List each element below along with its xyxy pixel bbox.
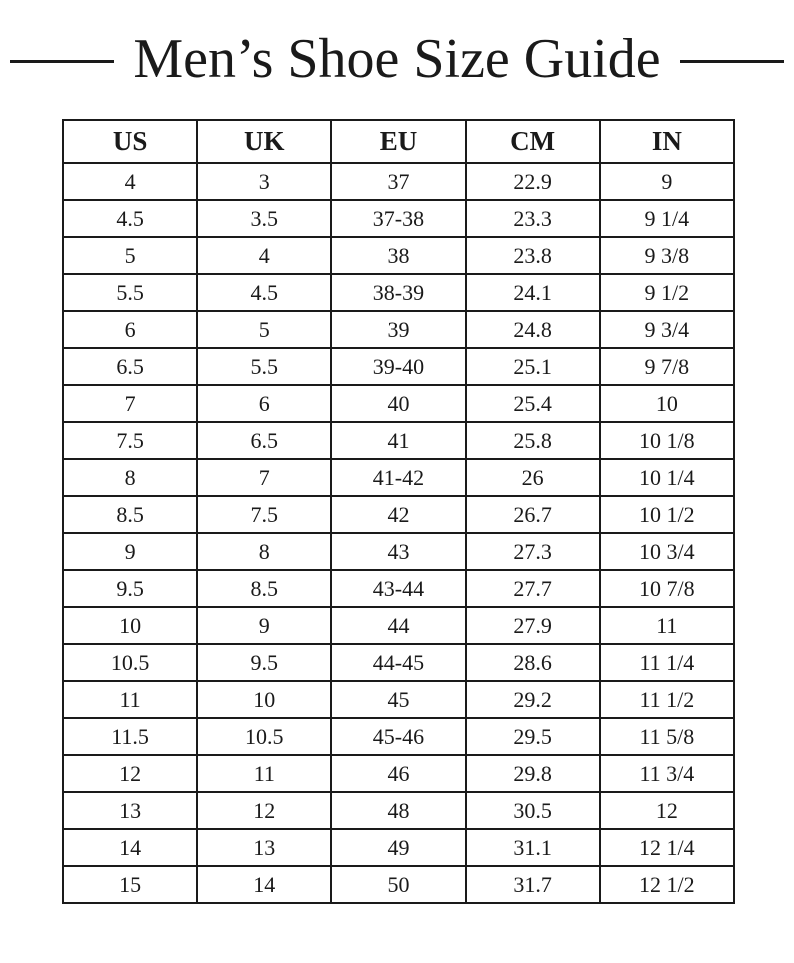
cell-in: 10 3/4 — [600, 533, 734, 570]
table-row — [63, 496, 734, 533]
cell-uk: 10 — [197, 681, 331, 718]
cell-in: 12 — [600, 792, 734, 829]
table-row — [63, 459, 734, 496]
cell-us: 8 — [63, 459, 197, 496]
cell-us: 7 — [63, 385, 197, 422]
cell-uk: 7.5 — [197, 496, 331, 533]
header-eu: EU — [331, 120, 465, 163]
cell-in: 9 3/4 — [600, 311, 734, 348]
cell-in: 10 1/8 — [600, 422, 734, 459]
cell-uk: 5.5 — [197, 348, 331, 385]
cell-cm: 23.3 — [466, 200, 600, 237]
cell-eu: 39-40 — [331, 348, 465, 385]
cell-in: 10 1/2 — [600, 496, 734, 533]
cell-us: 4 — [63, 163, 197, 200]
cell-cm: 23.8 — [466, 237, 600, 274]
cell-us: 15 — [63, 866, 197, 903]
header-in: IN — [600, 120, 734, 163]
cell-in: 10 7/8 — [600, 570, 734, 607]
cell-uk: 6.5 — [197, 422, 331, 459]
cell-eu: 45 — [331, 681, 465, 718]
cell-eu: 38-39 — [331, 274, 465, 311]
cell-us: 8.5 — [63, 496, 197, 533]
cell-eu: 49 — [331, 829, 465, 866]
size-table-header — [63, 120, 734, 163]
cell-uk: 4.5 — [197, 274, 331, 311]
cell-eu: 43 — [331, 533, 465, 570]
page-title: Men’s Shoe Size Guide — [133, 28, 661, 90]
cell-uk: 8 — [197, 533, 331, 570]
cell-in: 9 3/8 — [600, 237, 734, 274]
cell-us: 10.5 — [63, 644, 197, 681]
cell-us: 7.5 — [63, 422, 197, 459]
cell-uk: 10.5 — [197, 718, 331, 755]
table-row — [63, 237, 734, 274]
cell-uk: 6 — [197, 385, 331, 422]
cell-uk: 12 — [197, 792, 331, 829]
table-row — [63, 570, 734, 607]
cell-eu: 40 — [331, 385, 465, 422]
cell-in: 11 1/2 — [600, 681, 734, 718]
table-row — [63, 866, 734, 903]
cell-uk: 4 — [197, 237, 331, 274]
cell-in: 11 5/8 — [600, 718, 734, 755]
cell-cm: 26.7 — [466, 496, 600, 533]
cell-cm: 25.8 — [466, 422, 600, 459]
cell-cm: 27.3 — [466, 533, 600, 570]
cell-us: 14 — [63, 829, 197, 866]
cell-eu: 46 — [331, 755, 465, 792]
cell-in: 11 1/4 — [600, 644, 734, 681]
cell-cm: 25.4 — [466, 385, 600, 422]
size-table-body — [63, 163, 734, 903]
cell-eu: 37-38 — [331, 200, 465, 237]
cell-us: 12 — [63, 755, 197, 792]
cell-cm: 28.6 — [466, 644, 600, 681]
cell-us: 9.5 — [63, 570, 197, 607]
table-row — [63, 200, 734, 237]
cell-uk: 8.5 — [197, 570, 331, 607]
cell-uk: 5 — [197, 311, 331, 348]
table-row — [63, 829, 734, 866]
table-row — [63, 163, 734, 200]
cell-us: 6.5 — [63, 348, 197, 385]
cell-eu: 39 — [331, 311, 465, 348]
cell-in: 10 — [600, 385, 734, 422]
cell-uk: 9 — [197, 607, 331, 644]
cell-eu: 41-42 — [331, 459, 465, 496]
header-row — [63, 120, 734, 163]
cell-eu: 41 — [331, 422, 465, 459]
table-row — [63, 607, 734, 644]
cell-uk: 9.5 — [197, 644, 331, 681]
title-row — [0, 22, 794, 102]
header-us: US — [63, 120, 197, 163]
cell-us: 4.5 — [63, 200, 197, 237]
cell-eu: 37 — [331, 163, 465, 200]
title-right-rule — [680, 60, 784, 63]
cell-us: 9 — [63, 533, 197, 570]
cell-cm: 27.7 — [466, 570, 600, 607]
cell-us: 10 — [63, 607, 197, 644]
size-table — [62, 119, 735, 904]
cell-in: 11 — [600, 607, 734, 644]
table-row — [63, 792, 734, 829]
cell-eu: 42 — [331, 496, 465, 533]
cell-cm: 31.1 — [466, 829, 600, 866]
cell-cm: 25.1 — [466, 348, 600, 385]
cell-cm: 29.8 — [466, 755, 600, 792]
title-left-rule — [10, 60, 114, 63]
table-row — [63, 755, 734, 792]
table-row — [63, 274, 734, 311]
table-row — [63, 422, 734, 459]
cell-in: 9 1/4 — [600, 200, 734, 237]
cell-cm: 24.1 — [466, 274, 600, 311]
cell-in: 9 — [600, 163, 734, 200]
cell-uk: 3.5 — [197, 200, 331, 237]
cell-eu: 43-44 — [331, 570, 465, 607]
cell-cm: 26 — [466, 459, 600, 496]
cell-us: 11 — [63, 681, 197, 718]
cell-uk: 14 — [197, 866, 331, 903]
cell-eu: 50 — [331, 866, 465, 903]
cell-cm: 24.8 — [466, 311, 600, 348]
table-row — [63, 348, 734, 385]
table-row — [63, 311, 734, 348]
header-cm: CM — [466, 120, 600, 163]
cell-in: 9 1/2 — [600, 274, 734, 311]
table-row — [63, 644, 734, 681]
cell-eu: 48 — [331, 792, 465, 829]
cell-uk: 13 — [197, 829, 331, 866]
table-row — [63, 681, 734, 718]
cell-cm: 22.9 — [466, 163, 600, 200]
cell-us: 13 — [63, 792, 197, 829]
cell-eu: 38 — [331, 237, 465, 274]
table-row — [63, 533, 734, 570]
cell-in: 12 1/2 — [600, 866, 734, 903]
cell-us: 5.5 — [63, 274, 197, 311]
header-uk: UK — [197, 120, 331, 163]
cell-cm: 29.2 — [466, 681, 600, 718]
cell-us: 11.5 — [63, 718, 197, 755]
cell-cm: 30.5 — [466, 792, 600, 829]
cell-us: 5 — [63, 237, 197, 274]
cell-in: 9 7/8 — [600, 348, 734, 385]
cell-in: 12 1/4 — [600, 829, 734, 866]
cell-in: 11 3/4 — [600, 755, 734, 792]
cell-eu: 45-46 — [331, 718, 465, 755]
table-row — [63, 385, 734, 422]
cell-uk: 3 — [197, 163, 331, 200]
table-row — [63, 718, 734, 755]
cell-cm: 31.7 — [466, 866, 600, 903]
cell-eu: 44-45 — [331, 644, 465, 681]
cell-cm: 29.5 — [466, 718, 600, 755]
cell-eu: 44 — [331, 607, 465, 644]
cell-in: 10 1/4 — [600, 459, 734, 496]
cell-uk: 7 — [197, 459, 331, 496]
cell-uk: 11 — [197, 755, 331, 792]
cell-cm: 27.9 — [466, 607, 600, 644]
cell-us: 6 — [63, 311, 197, 348]
